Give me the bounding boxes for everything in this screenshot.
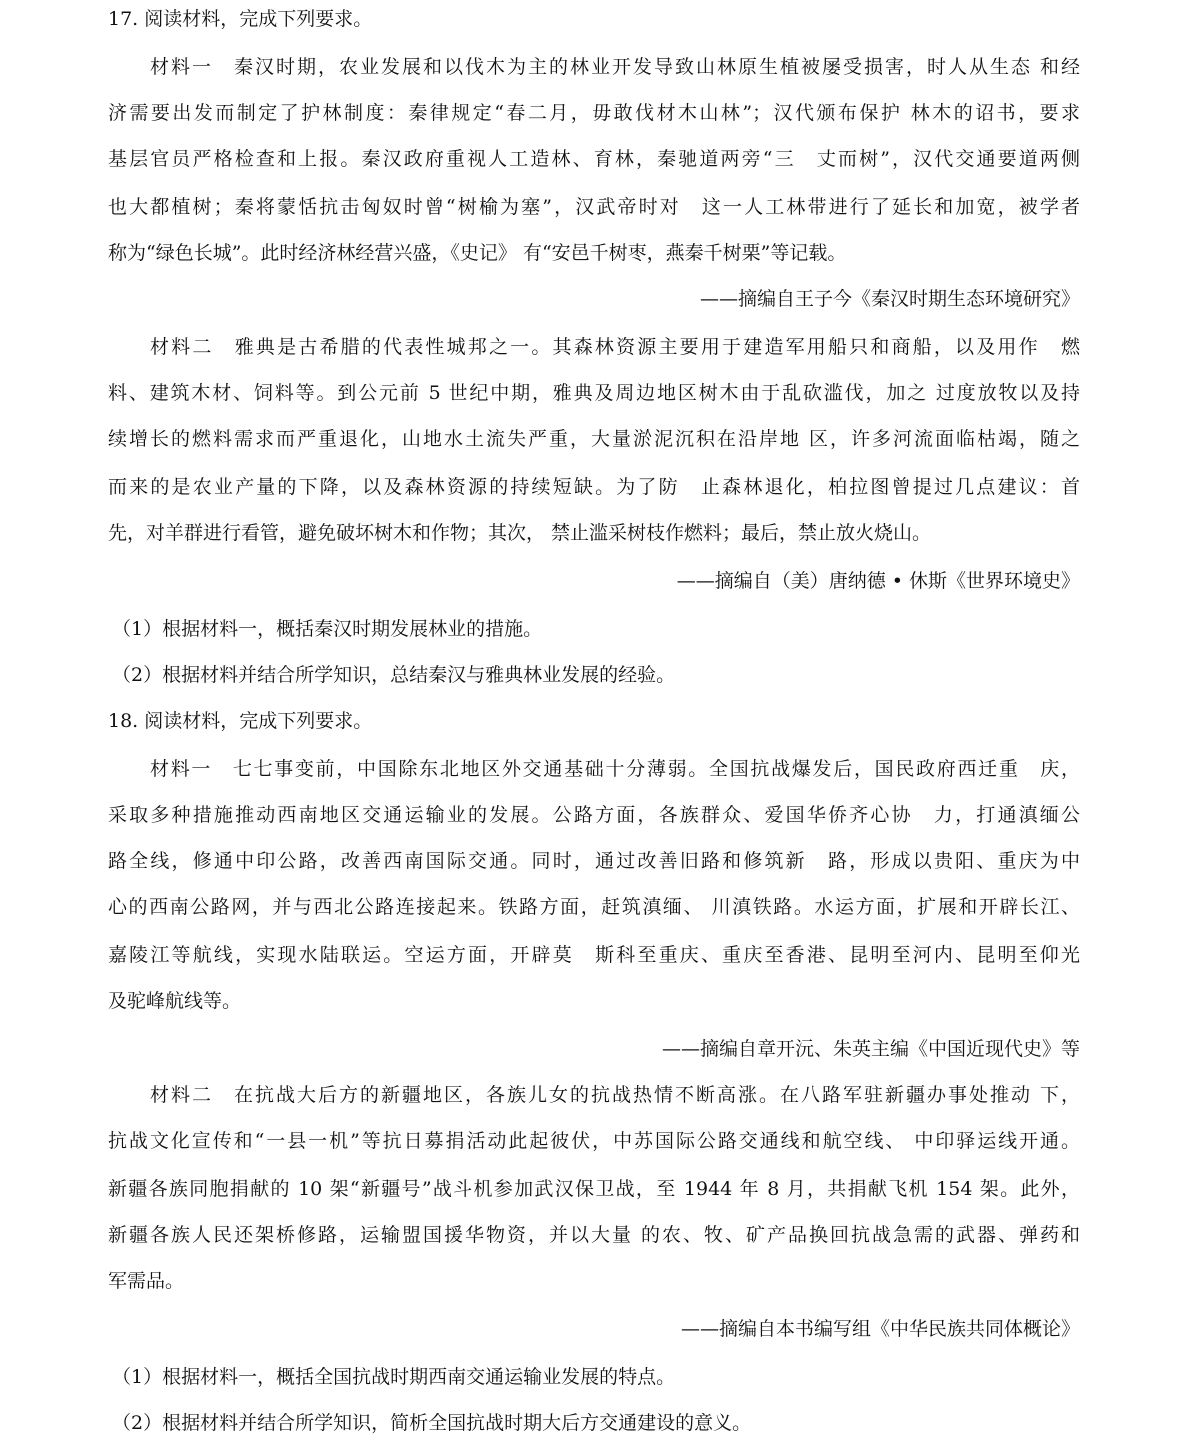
paragraph-line: 路全线，修通中印公路，改善西南国际交通。同时，通过改善旧路和修筑新 路，形成以贵阳、重庆为中 — [108, 850, 1080, 872]
question-heading: 17. 阅读材料，完成下列要求。 — [108, 8, 373, 30]
paragraph-line-end: 先，对羊群进行看管，避免破坏树木和作物；其次， 禁止滥采树枝作燃料；最后，禁止放火烧山。 — [108, 522, 932, 544]
material-paragraph-start: 材料一 七七事变前，中国除东北地区外交通基础十分薄弱。全国抗战爆发后，国民政府西迁重 庆， — [150, 758, 1080, 780]
paragraph-line: 基层官员严格检查和上报。秦汉政府重视人工造林、育林，秦驰道两旁“三 丈而树”，汉代交通要道两侧 — [108, 148, 1080, 170]
paragraph-line: 心的西南公路网，并与西北公路连接起来。铁路方面，赶筑滇缅、 川滇铁路。水运方面，扩展和开辟长江、 — [108, 896, 1080, 918]
material-paragraph-start: 材料二 雅典是古希腊的代表性城邦之一。其森林资源主要用于建造军用船只和商船，以及用作 燃 — [150, 336, 1080, 358]
paragraph-line: 料、建筑木材、饲料等。到公元前 5 世纪中期，雅典及周边地区树木由于乱砍滥伐，加之 过度放牧以及持 — [108, 382, 1080, 404]
paragraph-line: 抗战文化宣传和“一县一机”等抗日募捐活动此起彼伏，中苏国际公路交通线和航空线、 中印驿运线开通。 — [108, 1130, 1080, 1152]
paragraph-line: 新疆各族人民还架桥修路，运输盟国援华物资，并以大量 的农、牧、矿产品换回抗战急需的武器、弹药和 — [108, 1224, 1080, 1246]
material-paragraph-start: 材料二 在抗战大后方的新疆地区，各族儿女的抗战热情不断高涨。在八路军驻新疆办事处推动 下， — [150, 1084, 1080, 1106]
paragraph-line-end: 称为“绿色长城”。此时经济林经营兴盛，《史记》 有“安邑千树枣，燕秦千树栗”等记载。 — [108, 242, 847, 264]
paragraph-line-end: 及驼峰航线等。 — [108, 990, 242, 1012]
source-citation: ——摘编自本书编写组《中华民族共同体概论》 — [680, 1318, 1080, 1340]
paragraph-line: 济需要出发而制定了护林制度：秦律规定“春二月，毋敢伐材木山林”；汉代颁布保护 林木的诏书，要求 — [108, 102, 1080, 124]
material-paragraph-start: 材料一 秦汉时期，农业发展和以伐木为主的林业开发导致山林原生植被屡受损害，时人从生态 和经 — [150, 56, 1080, 78]
question-heading: 18. 阅读材料，完成下列要求。 — [108, 710, 373, 732]
paragraph-line: 新疆各族同胞捐献的 10 架“新疆号”战斗机参加武汉保卫战，至 1944 年 8 月，共捐献飞机 154 架。此外， — [108, 1178, 1080, 1200]
paragraph-line-end: 军需品。 — [108, 1270, 185, 1292]
question-item: （2）根据材料并结合所学知识，简析全国抗战时期大后方交通建设的意义。 — [112, 1412, 752, 1434]
source-citation: ——摘编自章开沅、朱英主编《中国近现代史》等 — [661, 1038, 1080, 1060]
paragraph-line: 嘉陵江等航线，实现水陆联运。空运方面，开辟莫 斯科至重庆、重庆至香港、昆明至河内、昆明至仰光 — [108, 944, 1080, 966]
source-citation: ——摘编自（美）唐纳德 • 休斯《世界环境史》 — [676, 570, 1080, 592]
paragraph-line: 而来的是农业产量的下降，以及森林资源的持续短缺。为了防 止森林退化，柏拉图曾提过几点建议：首 — [108, 476, 1080, 498]
paragraph-line: 也大都植树；秦将蒙恬抗击匈奴时曾“树榆为塞”，汉武帝时对 这一人工林带进行了延长和加宽，被学者 — [108, 196, 1080, 218]
paragraph-line: 采取多种措施推动西南地区交通运输业的发展。公路方面，各族群众、爱国华侨齐心协 力，打通滇缅公 — [108, 804, 1080, 826]
source-citation: ——摘编自王子今《秦汉时期生态环境研究》 — [699, 288, 1080, 310]
question-item: （1）根据材料一，概括全国抗战时期西南交通运输业发展的特点。 — [112, 1366, 676, 1388]
question-item: （1）根据材料一，概括秦汉时期发展林业的措施。 — [112, 618, 543, 640]
question-item: （2）根据材料并结合所学知识，总结秦汉与雅典林业发展的经验。 — [112, 664, 676, 686]
paragraph-line: 续增长的燃料需求而严重退化，山地水土流失严重，大量淤泥沉积在沿岸地 区，许多河流面临枯竭，随之 — [108, 428, 1080, 450]
